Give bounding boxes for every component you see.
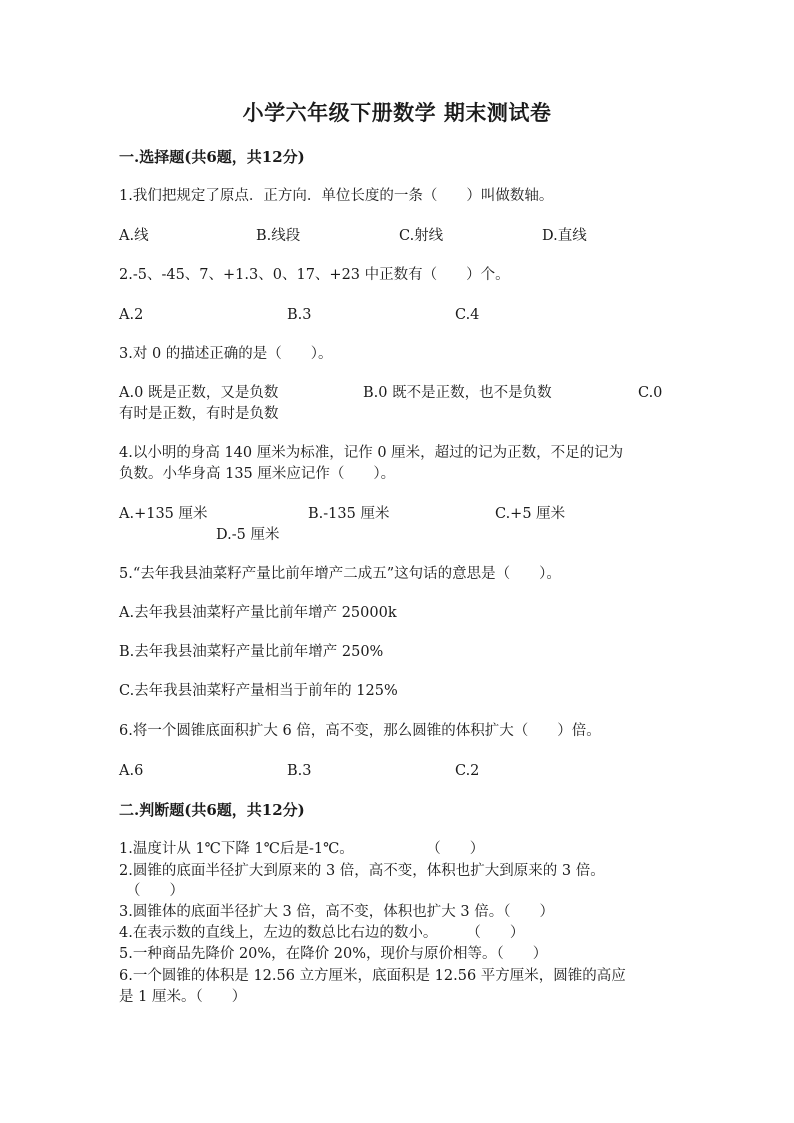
judge-item-2: 2.圆锥的底面半径扩大到原来的 3 倍，高不变，体积也扩大到原来的 3 倍。 — [119, 863, 605, 879]
question-2-stem: 2.-5、-45、7、+1.3、0、17、+23 中正数有（ ）个。 — [119, 267, 510, 283]
question-5-stem: 5.“去年我县油菜籽产量比前年增产二成五”这句话的意思是（ ）。 — [119, 566, 561, 582]
question-2-option-c: C.4 — [455, 307, 480, 323]
question-6-option-c: C.2 — [455, 763, 480, 779]
question-4-stem-line-1: 4.以小明的身高 140 厘米为标准，记作 0 厘米，超过的记为正数，不足的记为 — [119, 445, 624, 461]
question-1-stem: 1.我们把规定了原点．正方向．单位长度的一条（ ）叫做数轴。 — [119, 188, 554, 204]
page-title: 小学六年级下册数学 期末测试卷 — [242, 100, 552, 125]
question-3-option-c-continued: 有时是正数，有时是负数 — [119, 406, 279, 422]
question-2-option-b: B.3 — [287, 307, 312, 323]
question-4-option-a: A.+135 厘米 — [119, 506, 208, 522]
question-1-option-b: B.线段 — [256, 228, 301, 244]
question-4-option-c: C.+5 厘米 — [495, 506, 566, 522]
judge-item-6-continued: 是 1 厘米。（ ） — [119, 989, 247, 1005]
question-3-option-b: B.0 既不是正数，也不是负数 — [363, 385, 552, 401]
question-5-option-b: B.去年我县油菜籽产量比前年增产 250% — [119, 644, 384, 660]
question-3-stem: 3.对 0 的描述正确的是（ ）。 — [119, 346, 333, 362]
question-1-option-c: C.射线 — [399, 228, 444, 244]
question-6-stem: 6.将一个圆锥底面积扩大 6 倍，高不变，那么圆锥的体积扩大（ ）倍。 — [119, 723, 601, 739]
question-3-option-c: C.0 — [638, 385, 663, 401]
question-6-option-a: A.6 — [119, 763, 144, 779]
section-heading-choice: 一.选择题(共6题，共12分) — [119, 148, 305, 166]
question-5-option-c: C.去年我县油菜籽产量相当于前年的 125% — [119, 683, 398, 699]
question-4-stem-line-2: 负数。小华身高 135 厘米应记作（ ）。 — [119, 466, 396, 482]
question-3-option-a: A.0 既是正数，又是负数 — [119, 385, 279, 401]
judge-item-3: 3.圆锥体的底面半径扩大 3 倍，高不变，体积也扩大 3 倍。（ ） — [119, 904, 554, 920]
judge-item-4: 4.在表示数的直线上，左边的数总比右边的数小。 （ ） — [119, 925, 525, 941]
question-1-option-d: D.直线 — [542, 228, 587, 244]
judge-item-6: 6.一个圆锥的体积是 12.56 立方厘米，底面积是 12.56 平方厘米，圆锥的高应 — [119, 968, 626, 984]
question-4-option-b: B.-135 厘米 — [308, 506, 390, 522]
question-6-option-b: B.3 — [287, 763, 312, 779]
judge-item-2-bracket: （ ） — [126, 883, 184, 899]
judge-item-1: 1.温度计从 1℃下降 1℃后是-1℃。 （ ） — [119, 841, 485, 857]
judge-item-5: 5.一种商品先降价 20%，在降价 20%，现价与原价相等。（ ） — [119, 946, 548, 962]
question-2-option-a: A.2 — [119, 307, 144, 323]
question-4-option-d: D.-5 厘米 — [216, 527, 280, 543]
question-5-option-a: A.去年我县油菜籽产量比前年增产 25000k — [119, 605, 397, 621]
question-1-option-a: A.线 — [119, 228, 149, 244]
section-heading-true-false: 二.判断题(共6题，共12分) — [119, 801, 305, 819]
